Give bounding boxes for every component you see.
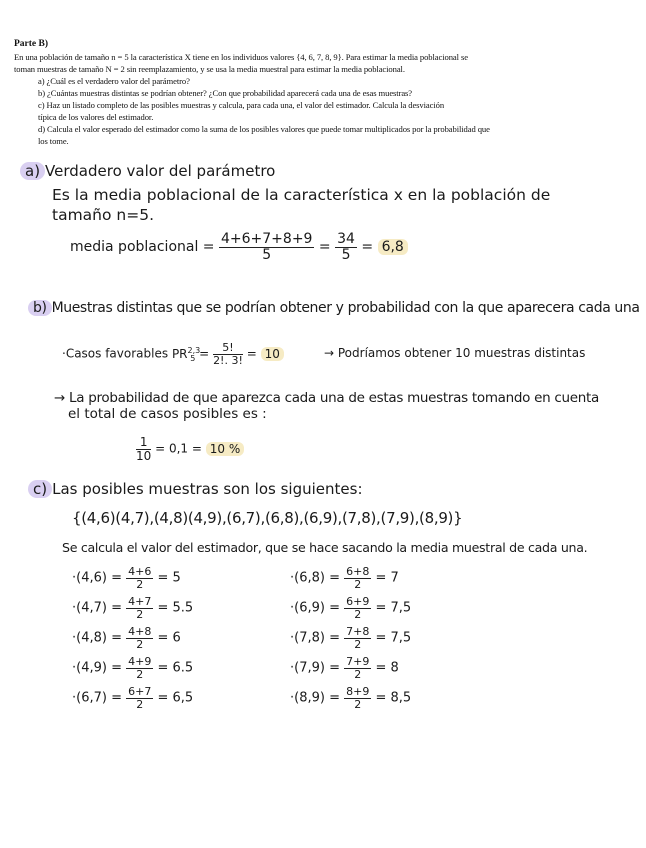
sample-pair: ·(4,9) = [72,660,122,676]
question-c-line-2: típica de los valores del estimador. [38,112,154,122]
mean-fraction [344,566,371,590]
sample-pair: ·(6,9) = [290,600,340,616]
media-poblacional-equation [70,232,408,262]
sum-denominator: 5 [262,246,272,263]
mean-fraction [126,626,153,650]
sample-pair: ·(6,7) = [72,690,122,706]
section-a-line-2: tamaño n=5. [52,206,155,224]
mean-fraction [126,656,153,680]
mean-result: = 8 [375,660,399,676]
factorial-numerator: 5! [213,342,243,355]
pr-subscript: 5 [190,353,196,363]
mean-result: = 7 [375,570,399,586]
left-calculations [72,566,193,716]
right-calc-row [290,656,411,686]
probability-result: 10 % [206,442,245,456]
equals-sign-2: = [361,239,374,256]
mean-numerator: 4+7 [128,595,152,608]
mean-denominator: 2 [136,667,144,681]
intro-line-2: toman muestras de tamaño N = 2 sin reemplazamiento, y se usa la media muestral para estimar la media poblacional. [14,64,405,74]
mean-numerator: 4+9 [128,655,152,668]
media-label: media poblacional = [70,239,215,256]
section-c-label: c) [28,480,52,498]
probability-equation [136,436,244,462]
mean-numerator: 7+9 [346,655,370,668]
mean-numerator: 8+9 [346,685,370,698]
section-a-heading [20,162,275,180]
mean-result: = 8,5 [375,690,412,706]
probability-denominator: 10 [136,448,152,463]
mean-fraction [344,596,371,620]
media-result: 6,8 [378,239,408,255]
factorial-fraction [213,342,243,366]
question-c-line-1: c) Haz un listado completo de las posibles muestras y calcula, para cada una, el valor del estimador. Calcula la desviación [38,100,445,110]
sum-fraction [219,232,314,262]
section-a-label: a) [20,162,45,180]
probability-fraction [136,436,151,462]
section-a-heading-text: Verdadero valor del parámetro [45,162,276,180]
mean-fraction [344,686,371,710]
left-calc-row [72,596,193,626]
mean-fraction [126,566,153,590]
samples-set: {(4,6)(4,7),(4,8)(4,9),(6,7),(6,8),(6,9),(7,8),(7,9),(8,9)} [72,509,463,527]
casos-favorables-equation [62,342,284,366]
mean-fraction [344,626,371,650]
question-b: b) ¿Cuántas muestras distintas se podrían obtener? ¿Con que probabilidad aparecerá cada una de esas muestras? [38,88,413,98]
casos-label: ·Casos favorables [62,346,169,361]
section-b-heading-text: Muestras distintas que se podrían obtener y probabilidad con la que aparecera cada una [51,300,640,316]
sample-pair: ·(4,8) = [72,630,122,646]
casos-result: 10 [261,347,284,361]
mean-result: = 6 [157,630,181,646]
mean-denominator: 2 [136,697,144,711]
sample-pair: ·(4,7) = [72,600,122,616]
mean-numerator: 7+8 [346,625,370,638]
mean-denominator: 2 [136,577,144,591]
result-fraction [335,232,357,262]
right-calculations [290,566,411,716]
equals-sign-b: = [199,346,210,361]
right-calc-row [290,626,411,656]
equals-sign-b2: = [246,346,257,361]
sample-pair: ·(7,8) = [290,630,340,646]
estimator-line: Se calcula el valor del estimador, que se hace sacando la media muestral de cada una. [62,540,588,555]
left-calc-row [72,686,193,716]
probability-numerator: 1 [136,436,151,450]
mean-result: = 6,5 [157,690,194,706]
right-calc-row [290,596,411,626]
probability-line-1: → La probabilidad de que aparezca cada una de estas muestras tomando en cuenta [54,390,599,406]
mean-result: = 5 [157,570,181,586]
mean-result: = 7,5 [375,630,412,646]
section-c-heading-text: Las posibles muestras son los siguientes: [52,480,363,498]
mean-numerator: 6+9 [346,595,370,608]
question-d-line-2: los tome. [38,136,69,146]
mean-denominator: 2 [354,637,362,651]
section-b-label: b) [28,300,52,316]
mean-denominator: 2 [354,697,362,711]
pr-symbol: PR$^{2,3}_5$ [171,345,201,363]
probability-decimal: = 0,1 = [155,441,202,456]
mean-numerator: 6+7 [128,685,152,698]
mean-result: = 5.5 [157,600,194,616]
right-calc-row [290,566,411,596]
sample-pair: ·(6,8) = [290,570,340,586]
mean-denominator: 2 [136,637,144,651]
equals-sign: = [318,239,331,256]
sample-pair: ·(8,9) = [290,690,340,706]
right-calc-row [290,686,411,716]
mean-fraction [344,656,371,680]
probability-line-2: el total de casos posibles es : [68,406,267,422]
mean-fraction [126,596,153,620]
sample-pair: ·(4,6) = [72,570,122,586]
section-a-line-1: Es la media poblacional de la característica x en la población de [52,186,551,204]
left-calc-row [72,566,193,596]
mean-result: = 6.5 [157,660,194,676]
mean-fraction [126,686,153,710]
question-d-line-1: d) Calcula el valor esperado del estimador como la suma de los posibles valores que puede tomar multiplicados por la probabilidad que [38,124,490,134]
result-denominator: 5 [341,246,351,263]
mean-numerator: 4+8 [128,625,152,638]
mean-denominator: 2 [354,607,362,621]
sum-numerator: 4+6+7+8+9 [221,231,313,247]
muestras-note: → Podríamos obtener 10 muestras distintas [324,346,586,360]
mean-denominator: 2 [354,667,362,681]
mean-numerator: 4+6 [128,565,152,578]
mean-result: = 7,5 [375,600,412,616]
mean-numerator: 6+8 [346,565,370,578]
section-c-heading [28,480,363,498]
pr-superscript: 2,3 [187,345,201,355]
question-a: a) ¿Cuál es el verdadero valor del parámetro? [38,76,190,86]
mean-denominator: 2 [136,607,144,621]
sample-pair: ·(7,9) = [290,660,340,676]
intro-line-1: En una población de tamaño n = 5 la característica X tiene en los individuos valores {4, 6, 7, 8, 9}. Para estimar la media poblacional se [14,52,468,62]
left-calc-row [72,626,193,656]
mean-denominator: 2 [354,577,362,591]
left-calc-row [72,656,193,686]
result-numerator: 34 [337,231,355,247]
section-b-heading [28,300,640,316]
part-title: Parte B) [14,39,49,49]
factorial-denominator: 2!. 3! [213,353,243,367]
